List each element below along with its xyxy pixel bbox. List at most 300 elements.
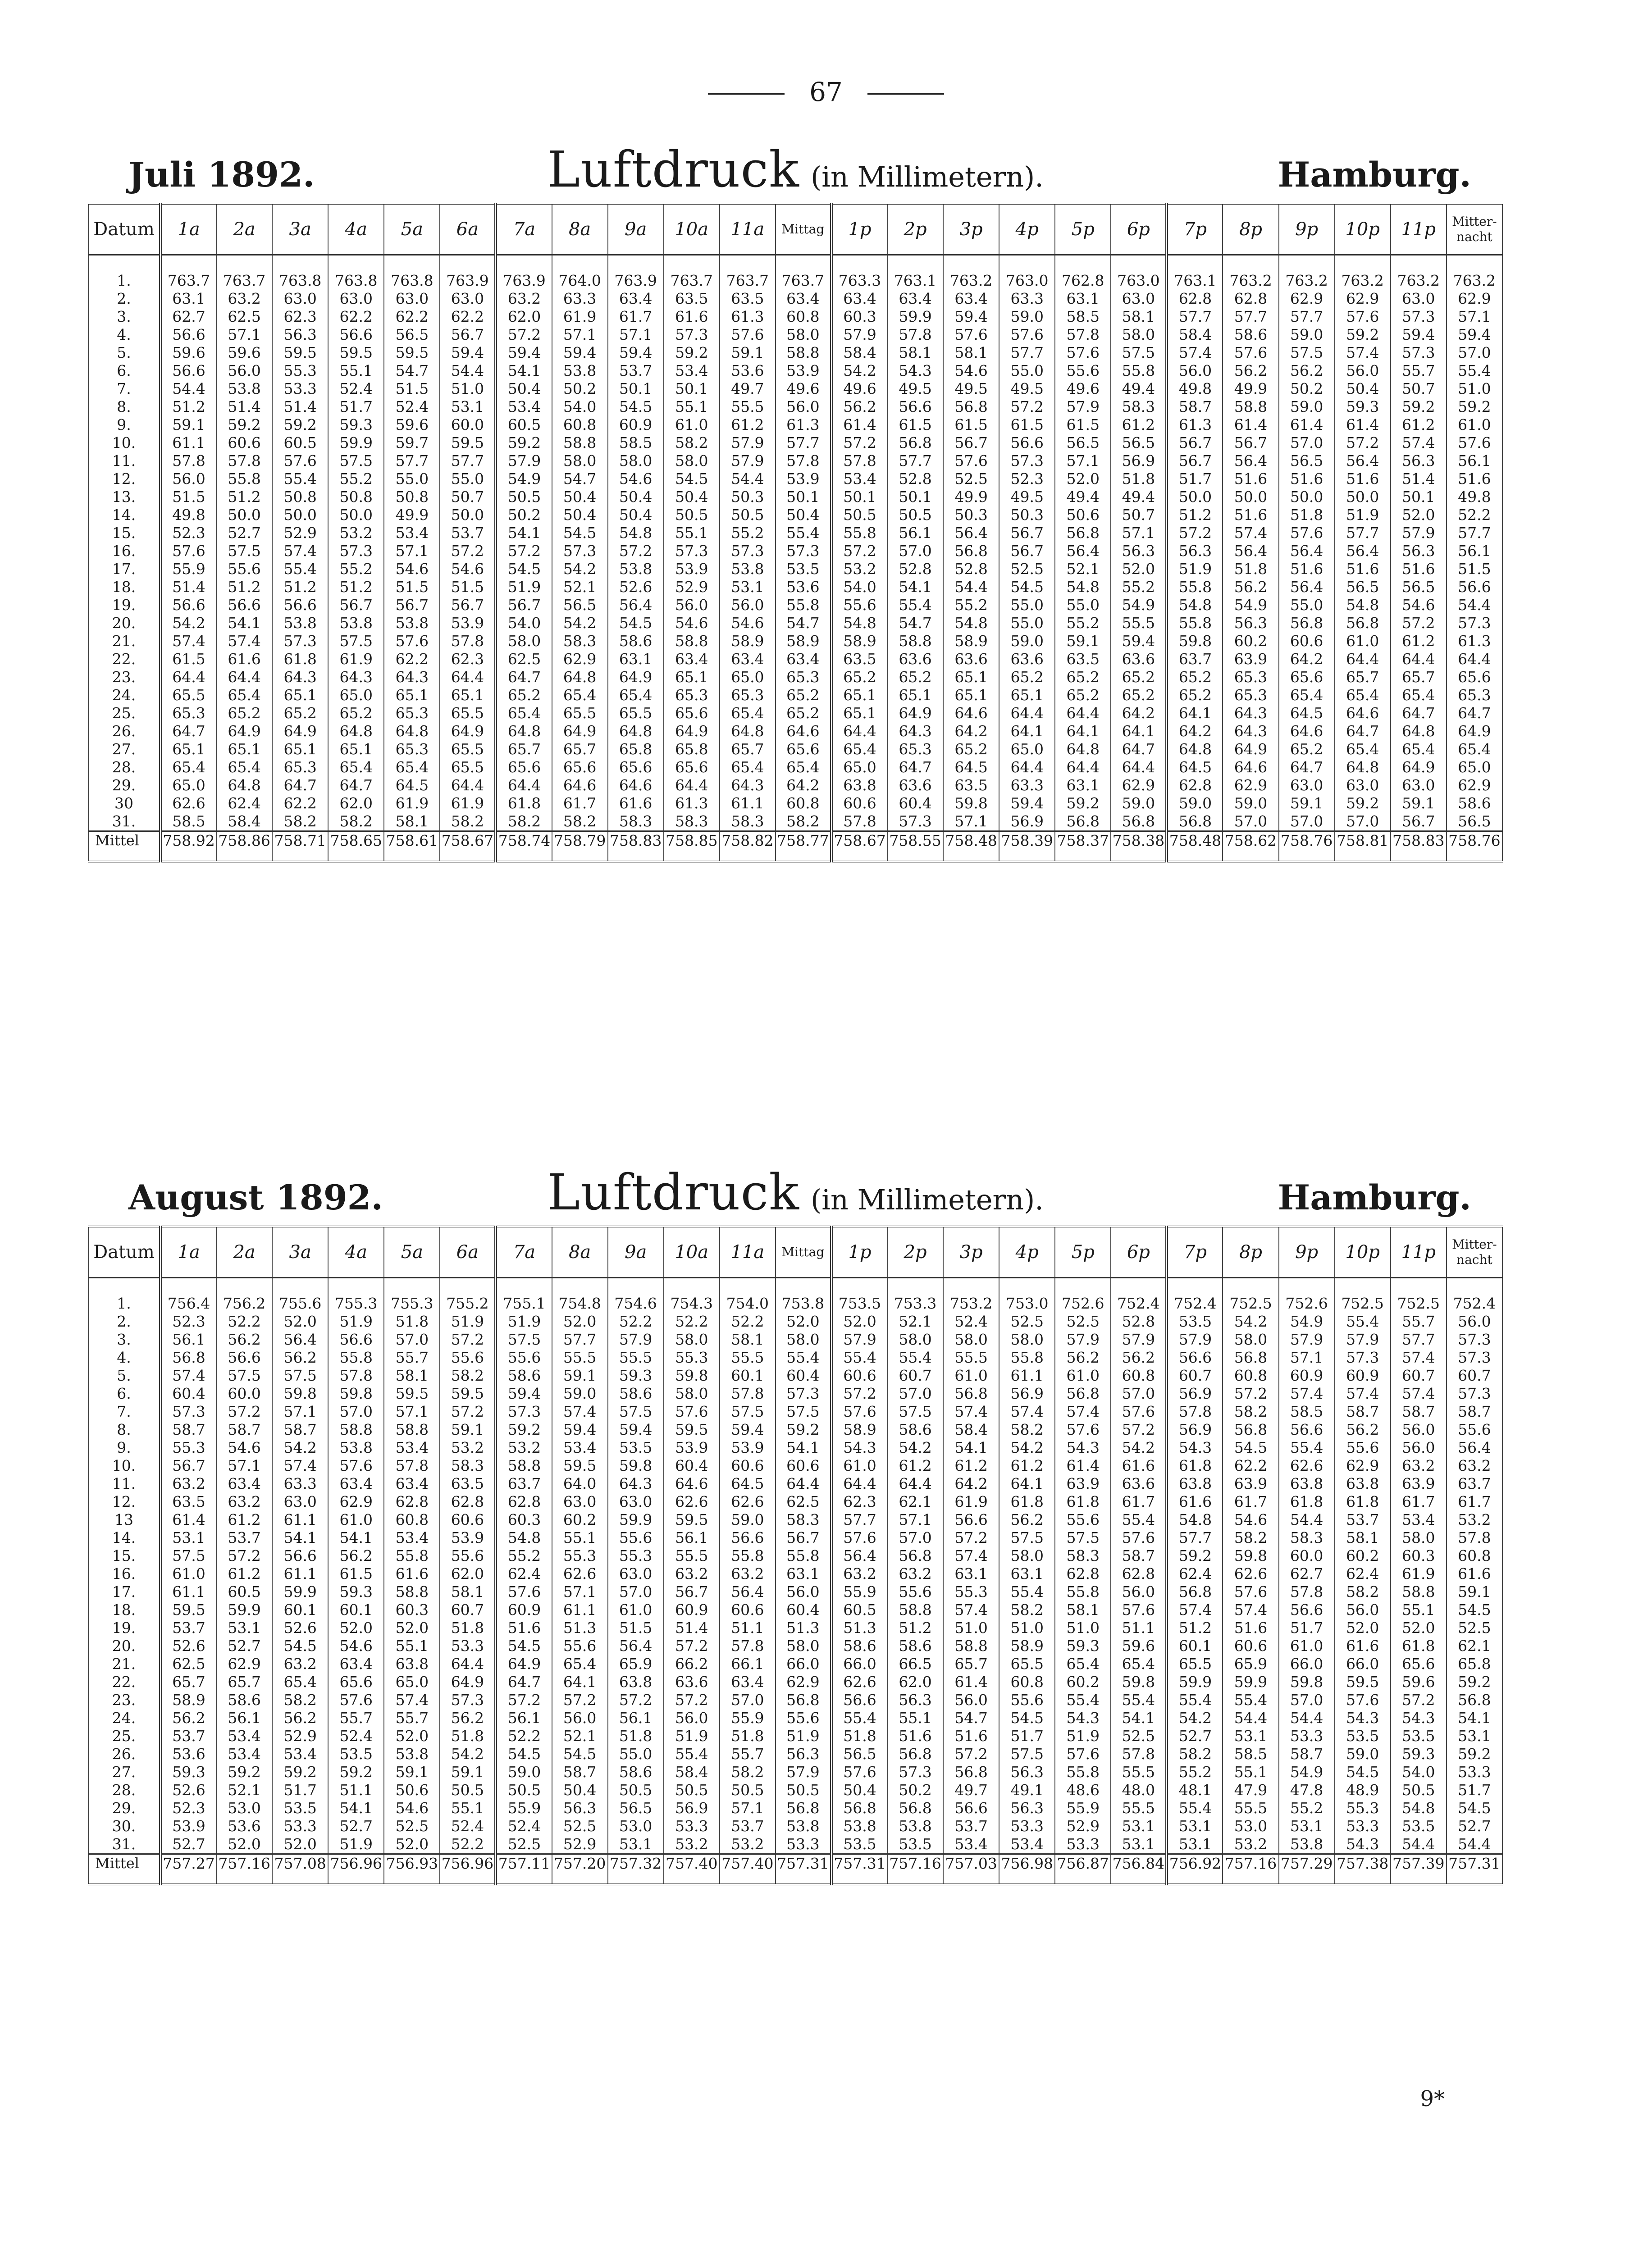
pressure-value: 58.5	[1066, 308, 1100, 325]
pressure-value: 58.8	[507, 1457, 541, 1474]
pressure-value: 52.2	[451, 1835, 484, 1853]
pressure-value: 763.8	[391, 272, 434, 289]
hour-values	[776, 1745, 831, 1854]
pressure-value: 64.1	[563, 1673, 597, 1691]
pressure-value: 50.0	[451, 506, 484, 524]
pressure-value: 55.2	[507, 1547, 541, 1564]
pressure-value: 54.8	[1178, 596, 1212, 614]
pressure-value: 51.6	[1346, 470, 1379, 488]
pressure-value: 56.0	[1178, 362, 1212, 379]
pressure-value: 54.5	[1346, 1763, 1379, 1781]
pressure-value: 59.6	[1402, 1673, 1435, 1691]
mean-value: 758.83	[608, 831, 664, 862]
hour-values	[608, 1475, 664, 1565]
pressure-value: 57.7	[395, 452, 429, 470]
pressure-value: 57.2	[954, 1745, 988, 1763]
pressure-value: 53.5	[1402, 1817, 1435, 1835]
pressure-value: 49.7	[731, 380, 764, 397]
pressure-value: 61.6	[619, 794, 653, 812]
pressure-value: 57.0	[899, 542, 932, 560]
day-label: 6.	[117, 362, 131, 379]
pressure-value: 763.3	[838, 272, 881, 289]
pressure-value: 61.5	[172, 650, 205, 668]
pressure-value: 64.6	[954, 704, 988, 722]
pressure-value: 58.5	[619, 434, 653, 452]
hour-values	[440, 452, 496, 542]
pressure-value: 65.0	[1010, 740, 1044, 758]
hour-values	[1167, 272, 1223, 362]
pressure-value: 64.4	[843, 722, 876, 740]
hour-values	[943, 272, 999, 362]
pressure-value: 60.8	[395, 1511, 429, 1528]
mean-value: 757.29	[1279, 1854, 1335, 1885]
hour-values	[720, 272, 776, 362]
pressure-value: 64.4	[451, 1655, 484, 1673]
pressure-value: 57.0	[1234, 812, 1268, 830]
pressure-value: 57.1	[1458, 308, 1491, 325]
pressure-value: 53.2	[675, 1835, 708, 1853]
hour-values	[887, 722, 943, 831]
pressure-value: 59.2	[1346, 326, 1379, 343]
hour-values	[664, 362, 720, 452]
pressure-value: 50.1	[899, 488, 932, 506]
pressure-value: 49.4	[1122, 380, 1155, 397]
pressure-value: 763.7	[781, 272, 825, 289]
spacer-cell	[552, 1278, 608, 1295]
day-label: 3.	[117, 308, 131, 325]
hour-values	[216, 542, 272, 632]
pressure-value: 50.3	[731, 488, 764, 506]
pressure-value: 51.5	[619, 1619, 653, 1637]
pressure-value: 51.9	[786, 1727, 820, 1745]
pressure-value: 64.7	[339, 776, 373, 794]
pressure-table	[88, 1226, 1503, 1885]
pressure-value: 54.2	[899, 1439, 932, 1456]
hour-values	[720, 1565, 776, 1655]
mean-value: 758.55	[887, 831, 943, 862]
pressure-value: 55.9	[843, 1583, 876, 1601]
day-labels	[88, 1745, 160, 1854]
pressure-value: 54.6	[228, 1439, 261, 1456]
pressure-value: 50.4	[619, 506, 653, 524]
pressure-value: 54.2	[172, 614, 205, 632]
hour-values	[440, 272, 496, 362]
pressure-value: 53.3	[1458, 1763, 1491, 1781]
pressure-value: 50.0	[1290, 488, 1323, 506]
pressure-value: 54.1	[283, 1529, 317, 1546]
hour-values	[1223, 452, 1278, 542]
pressure-value: 65.6	[563, 758, 597, 776]
mean-value: 758.38	[1111, 831, 1167, 862]
pressure-value: 58.6	[619, 1385, 653, 1402]
day-label: 21.	[112, 632, 136, 650]
pressure-value: 51.7	[283, 1781, 317, 1799]
pressure-value: 57.9	[1402, 524, 1435, 542]
pressure-value: 56.4	[1346, 542, 1379, 560]
pressure-value: 763.9	[614, 272, 657, 289]
pressure-value: 752.4	[1453, 1295, 1496, 1312]
pressure-value: 55.1	[675, 524, 708, 542]
pressure-value: 51.5	[395, 380, 429, 397]
page-number-rule-right	[867, 93, 944, 95]
pressure-value: 57.5	[1010, 1529, 1044, 1546]
pressure-value: 62.9	[1346, 1457, 1379, 1474]
pressure-value: 51.1	[731, 1619, 764, 1637]
pressure-value: 57.6	[339, 1691, 373, 1709]
pressure-value: 58.3	[675, 812, 708, 830]
pressure-value: 54.6	[1234, 1511, 1268, 1528]
hour-values	[272, 1655, 328, 1745]
pressure-value: 56.9	[1010, 812, 1044, 830]
pressure-value: 61.8	[283, 650, 317, 668]
hour-values	[1391, 1565, 1447, 1655]
mean-value: 757.08	[272, 1854, 328, 1885]
hour-values	[608, 1295, 664, 1385]
pressure-value: 59.8	[675, 1367, 708, 1384]
hour-values	[496, 1385, 552, 1475]
pressure-value: 53.8	[228, 380, 261, 397]
pressure-value: 56.8	[1234, 1421, 1268, 1438]
pressure-value: 53.5	[339, 1745, 373, 1763]
pressure-value: 62.0	[899, 1673, 932, 1691]
pressure-value: 55.8	[731, 1547, 764, 1564]
pressure-value: 49.1	[1010, 1781, 1044, 1799]
pressure-value: 66.5	[899, 1655, 932, 1673]
pressure-value: 56.5	[1290, 452, 1323, 470]
pressure-value: 65.1	[172, 740, 205, 758]
pressure-value: 65.3	[899, 740, 932, 758]
hour-values	[552, 722, 608, 831]
pressure-value: 57.3	[507, 1403, 541, 1420]
table-unit: (in Millimetern).	[811, 1183, 1044, 1216]
pressure-value: 57.5	[619, 1403, 653, 1420]
pressure-value: 57.8	[451, 632, 484, 650]
pressure-value: 49.4	[1066, 488, 1100, 506]
mean-value: 757.16	[887, 1854, 943, 1885]
pressure-value: 57.2	[507, 1691, 541, 1709]
pressure-value: 63.4	[339, 1475, 373, 1492]
pressure-value: 53.4	[395, 1529, 429, 1546]
pressure-value: 58.2	[1178, 1745, 1212, 1763]
pressure-value: 61.3	[786, 416, 820, 433]
pressure-value: 57.2	[675, 1637, 708, 1655]
day-group-row	[88, 1475, 1502, 1565]
pressure-value: 61.0	[172, 1565, 205, 1583]
pressure-value: 53.3	[1346, 1817, 1379, 1835]
pressure-value: 65.3	[1458, 686, 1491, 704]
day-label: 29.	[112, 776, 136, 794]
hour-values	[943, 1295, 999, 1385]
pressure-value: 65.1	[395, 686, 429, 704]
page-number-rule-left	[708, 93, 785, 95]
pressure-value: 51.1	[1122, 1619, 1155, 1637]
day-label: 28.	[112, 758, 136, 776]
pressure-value: 65.6	[339, 1673, 373, 1691]
pressure-value: 56.3	[1234, 614, 1268, 632]
hour-values	[887, 1475, 943, 1565]
pressure-value: 59.4	[507, 344, 541, 361]
pressure-value: 62.5	[172, 1655, 205, 1673]
pressure-value: 54.2	[1178, 1709, 1212, 1727]
pressure-value: 51.9	[339, 1835, 373, 1853]
pressure-value: 57.7	[1402, 1331, 1435, 1348]
pressure-value: 50.0	[228, 506, 261, 524]
pressure-value: 53.4	[1402, 1511, 1435, 1528]
pressure-value: 57.5	[339, 452, 373, 470]
mean-value: 757.40	[664, 1854, 720, 1885]
mean-value: 757.16	[216, 1854, 272, 1885]
pressure-value: 54.4	[1458, 1835, 1491, 1853]
pressure-value: 64.7	[507, 1673, 541, 1691]
pressure-value: 62.2	[395, 308, 429, 325]
pressure-value: 59.8	[283, 1385, 317, 1402]
pressure-value: 755.3	[391, 1295, 434, 1312]
pressure-value: 54.2	[1234, 1313, 1268, 1330]
pressure-value: 59.4	[954, 308, 988, 325]
pressure-value: 55.7	[1402, 362, 1435, 379]
spacer-cell	[831, 255, 887, 272]
pressure-value: 59.5	[563, 1457, 597, 1474]
pressure-value: 55.8	[395, 1547, 429, 1564]
pressure-value: 56.2	[451, 1709, 484, 1727]
pressure-value: 52.1	[899, 1313, 932, 1330]
pressure-value: 55.9	[1066, 1799, 1100, 1817]
pressure-value: 52.9	[283, 1727, 317, 1745]
hour-values	[1111, 632, 1167, 722]
pressure-value: 58.8	[1402, 1583, 1435, 1601]
pressure-value: 57.4	[954, 1403, 988, 1420]
pressure-value: 59.2	[786, 1421, 820, 1438]
mean-label: Mittel	[88, 1854, 160, 1885]
pressure-value: 61.4	[1290, 416, 1323, 433]
pressure-value: 58.4	[675, 1763, 708, 1781]
pressure-value: 55.4	[283, 470, 317, 488]
pressure-value: 54.4	[172, 380, 205, 397]
hour-values	[160, 542, 216, 632]
city-label: Hamburg.	[1278, 155, 1471, 195]
pressure-value: 58.8	[675, 632, 708, 650]
pressure-value: 57.0	[619, 1583, 653, 1601]
pressure-value: 53.5	[786, 560, 820, 578]
pressure-value: 56.4	[283, 1331, 317, 1348]
pressure-value: 58.0	[786, 1637, 820, 1655]
pressure-value: 57.2	[1122, 1421, 1155, 1438]
spacer-cell	[720, 255, 776, 272]
day-group-row	[88, 1655, 1502, 1745]
pressure-value: 65.0	[339, 686, 373, 704]
pressure-value: 64.3	[731, 776, 764, 794]
pressure-value: 56.8	[1346, 614, 1379, 632]
pressure-value: 65.6	[786, 740, 820, 758]
pressure-value: 51.7	[1178, 470, 1212, 488]
pressure-value: 754.6	[614, 1295, 657, 1312]
pressure-value: 58.9	[731, 632, 764, 650]
hour-values	[720, 722, 776, 831]
hour-values	[1111, 1655, 1167, 1745]
pressure-value: 54.5	[507, 1745, 541, 1763]
pressure-value: 57.6	[1066, 344, 1100, 361]
pressure-value: 55.6	[786, 1709, 820, 1727]
pressure-value: 57.9	[619, 1331, 653, 1348]
pressure-value: 54.7	[954, 1709, 988, 1727]
hour-values	[216, 1745, 272, 1854]
pressure-value: 63.2	[228, 1493, 261, 1510]
spacer-cell	[943, 255, 999, 272]
pressure-value: 63.2	[228, 290, 261, 307]
pressure-value: 58.7	[172, 1421, 205, 1438]
column-header-hour: Mittag	[776, 1227, 831, 1278]
pressure-value: 59.5	[339, 344, 373, 361]
pressure-value: 63.7	[1458, 1475, 1491, 1492]
hour-values	[1111, 272, 1167, 362]
pressure-value: 51.6	[1458, 470, 1491, 488]
pressure-value: 58.2	[283, 812, 317, 830]
pressure-value: 57.0	[1458, 344, 1491, 361]
pressure-value: 64.7	[1346, 722, 1379, 740]
day-group-row	[88, 1565, 1502, 1655]
pressure-value: 50.5	[843, 506, 876, 524]
pressure-value: 55.3	[172, 1439, 205, 1456]
pressure-value: 57.2	[228, 1547, 261, 1564]
pressure-value: 62.7	[172, 308, 205, 325]
pressure-value: 57.2	[1402, 614, 1435, 632]
pressure-value: 57.3	[786, 542, 820, 560]
pressure-value: 50.1	[619, 380, 653, 397]
pressure-value: 57.2	[1402, 1691, 1435, 1709]
pressure-value: 63.3	[563, 290, 597, 307]
pressure-value: 64.2	[1122, 704, 1155, 722]
pressure-value: 54.0	[1402, 1763, 1435, 1781]
pressure-value: 58.6	[228, 1691, 261, 1709]
pressure-value: 61.1	[731, 794, 764, 812]
pressure-value: 65.4	[731, 758, 764, 776]
pressure-value: 63.2	[172, 1475, 205, 1492]
day-label: 8.	[117, 1421, 131, 1438]
pressure-value: 55.1	[395, 1637, 429, 1655]
pressure-value: 57.7	[899, 452, 932, 470]
pressure-value: 65.1	[675, 668, 708, 686]
hour-values	[776, 272, 831, 362]
pressure-value: 62.5	[228, 308, 261, 325]
column-header-hour: 8p	[1223, 204, 1278, 255]
day-label: 11.	[112, 1475, 136, 1492]
pressure-value: 62.9	[786, 1673, 820, 1691]
pressure-value: 61.5	[339, 1565, 373, 1583]
hour-values	[608, 362, 664, 452]
pressure-value: 60.7	[1178, 1367, 1212, 1384]
pressure-value: 50.1	[786, 488, 820, 506]
hour-values	[1055, 1565, 1111, 1655]
hour-values	[1223, 1655, 1278, 1745]
pressure-value: 58.4	[843, 344, 876, 361]
pressure-value: 65.0	[1458, 758, 1491, 776]
pressure-value: 52.7	[172, 1835, 205, 1853]
mean-value: 757.39	[1391, 1854, 1447, 1885]
pressure-value: 57.1	[228, 1457, 261, 1474]
hour-values	[1391, 452, 1447, 542]
hour-values	[943, 542, 999, 632]
pressure-value: 59.6	[172, 344, 205, 361]
pressure-value: 65.1	[843, 704, 876, 722]
pressure-value: 62.9	[1290, 290, 1323, 307]
hour-values	[1447, 362, 1502, 452]
pressure-value: 51.3	[786, 1619, 820, 1637]
pressure-value: 58.0	[675, 1385, 708, 1402]
hour-values	[1055, 452, 1111, 542]
pressure-value: 61.3	[675, 794, 708, 812]
pressure-value: 65.7	[1346, 668, 1379, 686]
pressure-value: 53.7	[172, 1727, 205, 1745]
pressure-value: 52.8	[1122, 1313, 1155, 1330]
pressure-value: 63.6	[899, 650, 932, 668]
pressure-value: 65.1	[1010, 686, 1044, 704]
pressure-value: 58.8	[395, 1583, 429, 1601]
pressure-value: 51.2	[339, 578, 373, 596]
spacer-cell	[999, 255, 1055, 272]
pressure-value: 54.6	[1402, 596, 1435, 614]
pressure-value: 55.6	[1458, 1421, 1491, 1438]
pressure-value: 64.6	[619, 776, 653, 794]
pressure-value: 52.4	[339, 380, 373, 397]
pressure-value: 53.8	[899, 1817, 932, 1835]
pressure-value: 56.3	[563, 1799, 597, 1817]
pressure-value: 57.3	[786, 1385, 820, 1402]
hour-values	[776, 1655, 831, 1745]
pressure-value: 60.6	[843, 794, 876, 812]
pressure-value: 64.8	[731, 722, 764, 740]
pressure-value: 61.0	[843, 1457, 876, 1474]
spacer-cell	[160, 1278, 216, 1295]
pressure-value: 62.6	[172, 794, 205, 812]
pressure-value: 64.9	[619, 668, 653, 686]
pressure-value: 55.2	[1066, 614, 1100, 632]
pressure-value: 58.9	[1010, 1637, 1044, 1655]
pressure-value: 55.4	[843, 1709, 876, 1727]
pressure-value: 53.3	[283, 1817, 317, 1835]
pressure-value: 53.8	[731, 560, 764, 578]
pressure-value: 55.6	[1066, 1511, 1100, 1528]
hour-values	[496, 1745, 552, 1854]
pressure-value: 63.4	[731, 650, 764, 668]
pressure-value: 56.1	[228, 1709, 261, 1727]
pressure-value: 52.0	[283, 1835, 317, 1853]
pressure-value: 50.8	[395, 488, 429, 506]
pressure-value: 63.1	[1066, 290, 1100, 307]
pressure-value: 57.4	[1234, 1601, 1268, 1619]
pressure-value: 57.0	[1290, 812, 1323, 830]
pressure-value: 58.3	[1066, 1547, 1100, 1564]
pressure-value: 64.6	[1290, 722, 1323, 740]
pressure-value: 61.6	[228, 650, 261, 668]
pressure-value: 65.2	[507, 686, 541, 704]
pressure-value: 55.6	[843, 596, 876, 614]
hour-values	[999, 272, 1055, 362]
pressure-value: 57.9	[1066, 398, 1100, 415]
mean-value: 758.48	[1167, 831, 1223, 862]
pressure-value: 51.8	[1290, 506, 1323, 524]
pressure-value: 60.8	[563, 416, 597, 433]
pressure-value: 58.7	[563, 1763, 597, 1781]
pressure-value: 65.2	[228, 704, 261, 722]
pressure-value: 59.0	[1010, 308, 1044, 325]
pressure-value: 54.1	[228, 614, 261, 632]
hour-values	[1447, 452, 1502, 542]
pressure-value: 55.3	[1346, 1799, 1379, 1817]
pressure-value: 763.9	[446, 272, 489, 289]
pressure-value: 57.2	[619, 1691, 653, 1709]
pressure-value: 61.4	[1346, 416, 1379, 433]
pressure-value: 53.1	[1458, 1727, 1491, 1745]
